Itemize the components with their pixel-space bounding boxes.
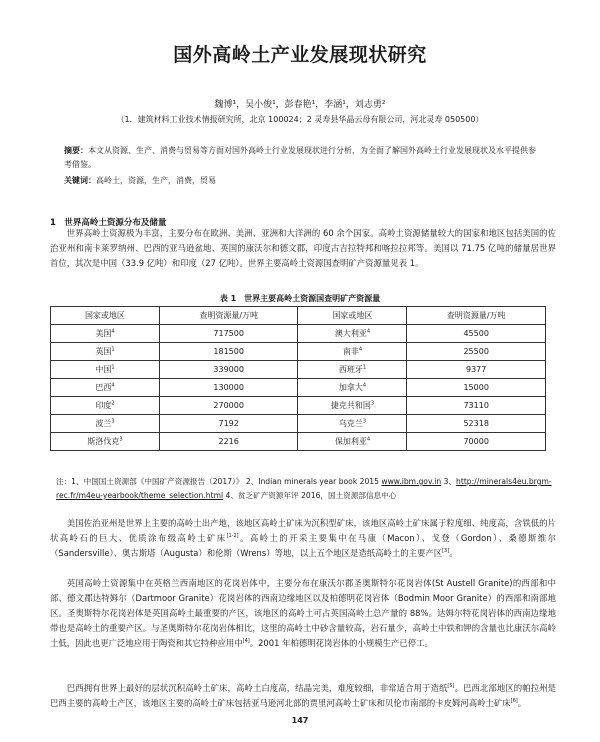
country-cell [51,415,160,433]
source-ref: 1 [362,364,367,371]
country-name: 美国 [95,329,112,338]
note-text: 4、贫乏矿产资源年评 2016，国土资源部信息中心 [223,491,397,500]
abstract-text: 本文从资源、生产、消费与贸易等方面对国外高岭土行业发展现状进行分析，为全面了解国外高岭土行业发展现状及水平提供参考借鉴。 [64,146,536,169]
source-ref: 3 [111,418,115,425]
table-row [51,397,546,415]
resource-value: 7192 [218,419,239,428]
value-cell [159,325,298,343]
country-cell [51,361,160,379]
value-cell [407,433,546,451]
resource-value: 15000 [463,383,489,392]
country-name: 南非 [342,347,359,356]
value-cell [159,433,298,451]
table-row [51,343,546,361]
citation: [4] [242,638,250,645]
source-ref: 4 [362,382,367,389]
value-cell [407,397,546,415]
country-name: 巴西 [95,383,112,392]
country-name: 西班牙 [338,365,363,374]
value-cell [159,343,298,361]
table-row [51,415,546,433]
source-ref: 3 [362,418,367,425]
country-name: 捷克共和国 [330,401,371,410]
table-header-cell: 国家或地区 [51,307,160,325]
country-name: 保加利亚 [334,437,367,446]
country-cell [298,379,407,397]
body-paragraph: 世界高岭土资源极为丰富，主要分布在欧洲、美洲、亚洲和大洋洲的 60 余个国家。高岭土资源储量较大的国家和地区包括美国的佐治亚州和南卡莱罗纳州、巴西的亚马逊盆地、英国的康沃尔和德文郡，印度古吉拉特邦和喀拉拉邦等。美国以 71.75 亿吨的储量居世界首位，其次是中国（33.9 亿吨）和印度（27 亿吨）。世界主要高岭土资源国查明矿产资源量见表 1。 [50,228,556,268]
country-name: 乌克兰 [338,419,363,428]
paragraph-text: 。 [449,548,458,558]
resource-value: 73110 [463,401,489,410]
resource-value: 2216 [218,437,239,446]
affiliation: （1．建筑材料工业技术情报研究所，北京 100024；2 灵寿县华晶云母有限公司，河北灵寿 050500） [116,115,484,124]
country-cell [298,343,407,361]
country-cell [51,379,160,397]
source-ref: 4 [366,328,371,335]
keywords-text: 高岭土，资源，生产，消费，贸易 [96,176,216,185]
body-paragraph [50,516,556,561]
value-cell [407,379,546,397]
country-name: 斯洛伐克 [87,437,120,446]
value-cell [407,343,546,361]
country-cell [298,433,407,451]
resource-value: 339000 [213,365,244,374]
table-note [56,475,556,503]
table-header-cell: 查明资源量/万吨 [159,307,298,325]
source-ref: 4 [366,436,371,443]
resource-value: 25500 [463,347,489,356]
author-list: 魏博¹，吴小俊¹，彭春艳¹，李涵¹，刘志勇² [214,100,386,110]
abstract [64,144,542,172]
paragraph-text: 。高岭土的开采主要集中在马康（Macon）、戈登（Gordon）、桑德斯维尔（Sandersville）、奥古斯塔（Augusta）和伦斯（Wrens）等地，以上五个地区是造纸高岭土的主要产区 [50,533,556,558]
country-cell [298,415,407,433]
source-ref: 1 [111,364,115,371]
source-ref: 2 [111,400,115,407]
resource-table [50,306,546,451]
country-name: 中国 [95,365,112,374]
citation: [6] [510,698,518,705]
page-number: 147 [291,716,309,725]
resource-value: 717500 [213,329,244,338]
value-cell [407,415,546,433]
resource-value: 45500 [463,329,489,338]
resource-value: 270000 [213,401,244,410]
country-cell [298,397,407,415]
value-cell [407,361,546,379]
paper-title: 国外高岭土产业发展现状研究 [173,44,427,66]
table-row [51,361,546,379]
country-cell [51,397,160,415]
abstract-label: 摘要： [64,146,88,155]
citation: [5] [447,683,455,690]
country-name: 澳大利亚 [334,329,367,338]
source-ref: 1 [111,346,115,353]
country-cell [51,343,160,361]
paragraph-text: 美国佐治亚州是世界上主要的高岭土出产地，该地区高岭土矿床为沉积型矿床，该地区高岭土矿床属于粒度细、纯度高，含铁低的片状高岭石的巨大、优质涂布级高岭土矿床 [50,518,556,543]
table-body [51,325,546,451]
citation: [1-2] [226,533,239,540]
table-header-cell: 国家或地区 [298,307,407,325]
country-name: 波兰 [95,419,112,428]
keywords [64,175,542,186]
resource-value: 130000 [213,383,244,392]
source-ref: 4 [111,328,115,335]
paragraph-text: 英国高岭土资源集中在英格兰西南地区的花岗岩体中，主要分布在康沃尔郡圣奥斯特尔花岗岩体(St Austell Granite)的西部和中部、德文郡达特姆尔（Dartmoor Granite）花岗岩体的西南边缘地区以及柏德明花岗岩体（Bodmin Moor Granite）的西部和南部地区。圣奥斯特尔花岗岩体是英国高岭土最重要的产区，该地区的高岭土可占英国高岭土总产量的 88%。达姆尔特花岗岩体的西南边缘地带也是高岭土的重要产区。与圣奥斯特尔花岗岩体相比，这里的高岭土中砂含量较高，岩石量少，高岭土中铁和钾的含量也比康沃尔高岭土低，因此也更广泛地应用于陶瓷和其它特种应用中 [50,578,556,648]
country-cell [298,361,407,379]
table-header-cell: 查明资源量/万吨 [407,307,546,325]
note-link[interactable]: http://minerals4eu.brgm-rec.fr/m4eu-yearbook/theme_selection.html [56,477,552,500]
value-cell [159,415,298,433]
value-cell [159,361,298,379]
note-link[interactable]: www.ibm.gov.in [381,477,442,486]
value-cell [159,397,298,415]
resource-value: 52318 [463,419,489,428]
paragraph-text: 。巴西北部地区的帕拉州是巴西主要的高岭土产区，该地区主要的高岭土矿床包括亚马逊河北部的贾里河高岭土矿床和贝伦市南部的卡皮姆河高岭土矿床 [50,683,556,708]
resource-value: 9377 [466,365,487,374]
country-cell [298,325,407,343]
keywords-label: 关键词： [64,176,96,185]
source-ref: 3 [370,400,375,407]
country-name: 加拿大 [338,383,363,392]
paragraph-text: 。2001 年柏德明花岗岩体的小规模生产已停工。 [249,638,433,648]
citation: [3] [442,548,450,555]
country-name: 英国 [95,347,112,356]
resource-value: 181500 [213,347,244,356]
table-row [51,379,546,397]
country-name: 印度 [95,401,112,410]
table-header-row [51,307,546,325]
section-heading: 1 世界高岭土资源分布及储量 [50,218,167,228]
country-cell [51,325,160,343]
source-ref: 4 [111,382,115,389]
note-text: 注：1、中国国土资源部《中国矿产资源报告（2017）》 2、Indian minerals year book 2015 [56,477,382,486]
note-text: 3、 [441,477,457,486]
body-paragraph [50,681,556,711]
value-cell [407,325,546,343]
resource-value: 70000 [463,437,489,446]
body-paragraph [50,576,556,651]
value-cell [159,379,298,397]
table-caption: 表 1 世界主要高岭土资源国查明矿产资源量 [219,294,381,303]
country-cell [51,433,160,451]
paragraph-text: 。 [517,698,527,708]
table-row [51,433,546,451]
table-row [51,325,546,343]
source-ref: 3 [119,436,123,443]
source-ref: 4 [358,346,363,353]
paragraph-text: 巴西拥有世界上最好的层状沉积高岭土矿床，高岭土白度高，结晶完美，难度较细，非常适合用于造纸 [66,683,448,693]
